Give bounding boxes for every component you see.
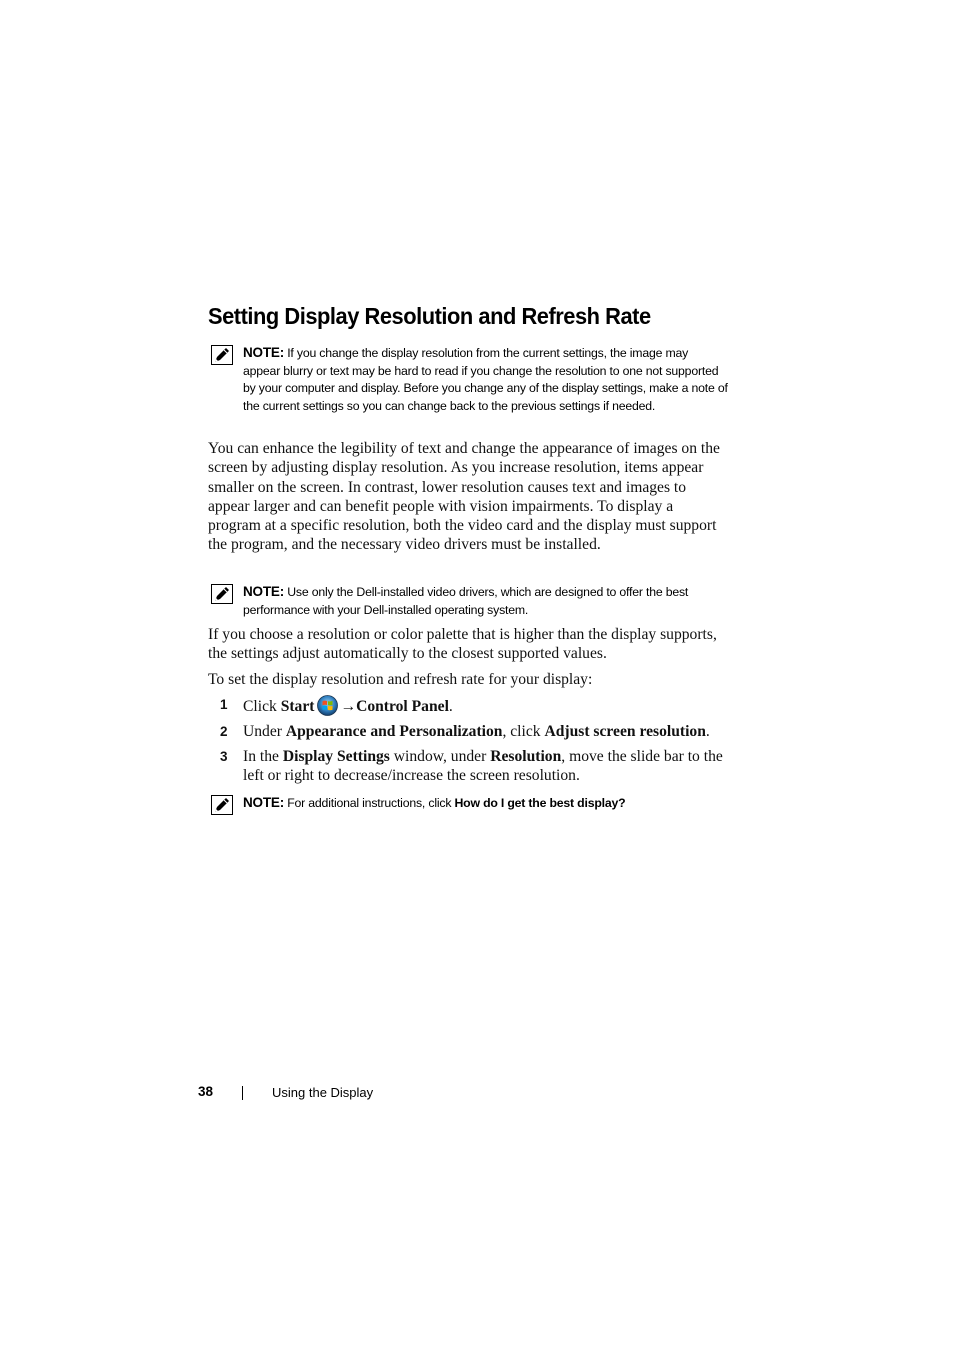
note-pencil-icon (211, 584, 233, 604)
start-label: Start (280, 698, 315, 715)
section-title: Using the Display (272, 1085, 374, 1100)
resolution-label: Resolution (490, 748, 562, 765)
step-1 (208, 695, 728, 716)
note-label: NOTE: (243, 345, 284, 360)
step-text: Click (243, 698, 281, 715)
step-number: 1 (220, 697, 228, 712)
step-number: 2 (220, 724, 228, 739)
palette-paragraph: If you choose a resolution or color palette that is higher than the display supports, the settings adjust automatically to the closest supported values. (208, 626, 717, 663)
windows-start-orb-icon (317, 695, 338, 716)
note-drivers (208, 583, 728, 619)
menu-arrow: → (340, 698, 357, 715)
step-number: 3 (220, 749, 228, 764)
note-text: For additional instructions, click (287, 796, 455, 810)
step-text: , move the slide bar to the left or right to decrease/increase the screen resolution. (243, 748, 723, 785)
note-label: NOTE: (243, 795, 284, 810)
step-text: . (705, 723, 710, 740)
step-text: . (448, 698, 453, 715)
intro-paragraph: You can enhance the legibility of text and change the appearance of images on the screen by adjusting display resolution. As you increase resolution, items appear smaller on the screen. In contrast, lower resolution causes text and images to appear larger and can benefit people with vision impairments. To display a program at a specific resolution, both the video card and the display must support the program, and the necessary video drivers must be installed. (208, 440, 720, 554)
page-heading: Setting Display Resolution and Refresh Rate (208, 303, 651, 329)
page-number: 38 (198, 1084, 214, 1099)
step-text: , click (502, 723, 545, 740)
note-pencil-icon (211, 345, 233, 365)
note-text: Use only the Dell-installed video drivers, which are designed to offer the best performance with your Dell-installed operating system. (243, 585, 689, 617)
adjust-resolution-label: Adjust screen resolution (544, 723, 706, 740)
appearance-label: Appearance and Personalization (285, 723, 503, 740)
step-text: window, under (389, 748, 491, 765)
step-text: In the (243, 748, 283, 765)
display-settings-label: Display Settings (282, 748, 390, 765)
note-pencil-icon (211, 795, 233, 815)
note-additional-instructions (208, 794, 728, 813)
note-label: NOTE: (243, 584, 284, 599)
note-resolution-warning (208, 344, 728, 415)
note-text: If you change the display resolution from the current settings, the image may appear blurry or text may be hard to read if you change the resolution to one not supported by your computer and display. Before you change any of the display settings, make a note of the current settings so you can change back to the previous settings if needed. (243, 346, 728, 413)
step-text: Under (243, 723, 286, 740)
control-panel-label: Control Panel (356, 698, 449, 715)
step-3 (208, 747, 728, 786)
footer-divider (242, 1086, 243, 1100)
step-2 (208, 722, 728, 741)
best-display-link[interactable]: How do I get the best display? (454, 796, 626, 810)
steps-intro: To set the display resolution and refresh rate for your display: (208, 671, 593, 688)
